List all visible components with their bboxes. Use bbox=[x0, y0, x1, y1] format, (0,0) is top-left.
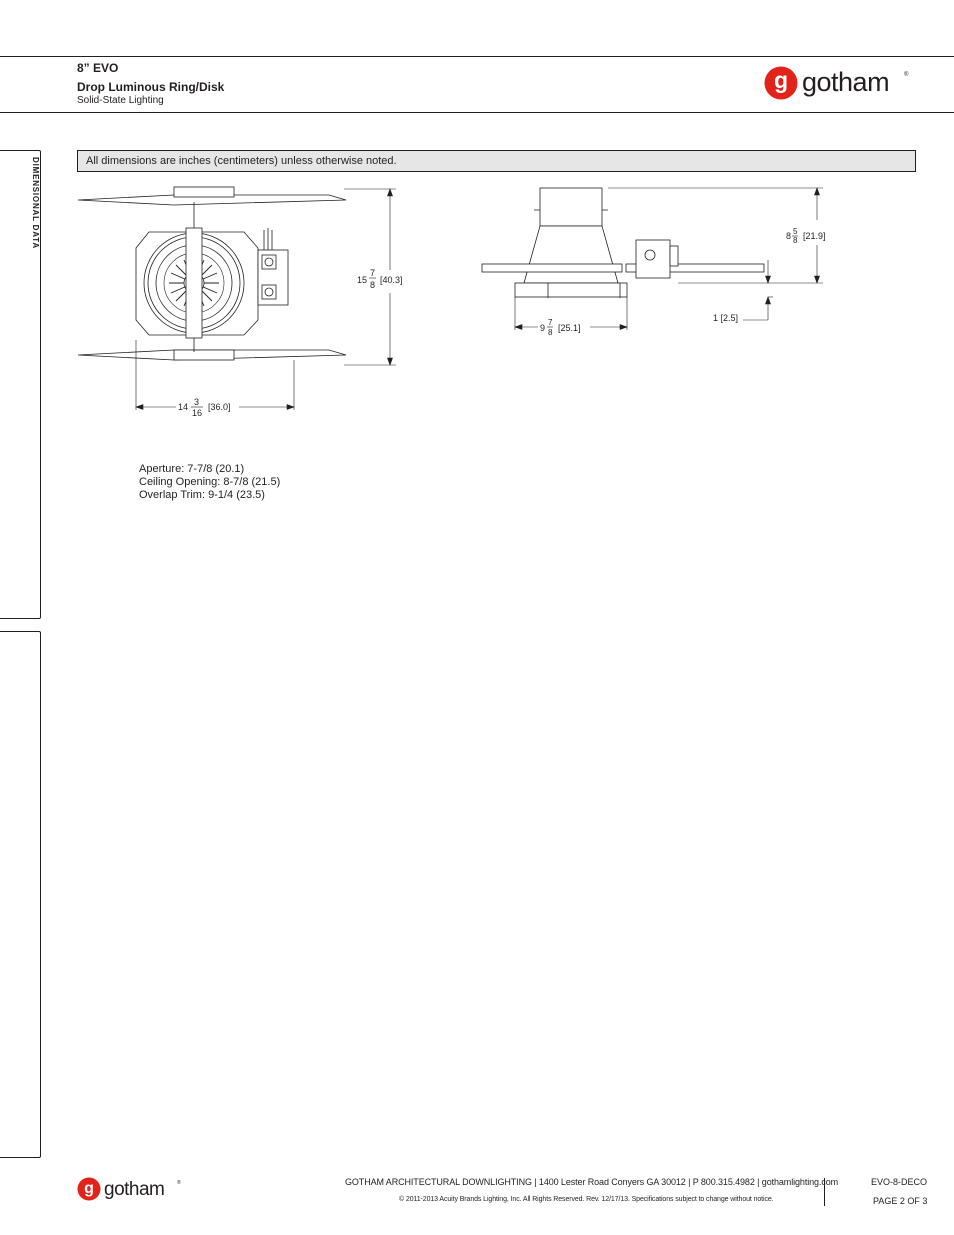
footer-gotham-logo-mark-icon bbox=[77, 1177, 187, 1203]
spec-overlap-trim: Overlap Trim: 9-1/4 (23.5) bbox=[139, 489, 265, 501]
footer-address: GOTHAM ARCHITECTURAL DOWNLIGHTING | 1400 Lester Road Conyers GA 30012 | P 800.315.4982 | gothamlighting.com bbox=[345, 1177, 839, 1187]
gotham-logo-text: gotham bbox=[802, 67, 890, 97]
product-category: Solid-State Lighting bbox=[77, 95, 164, 106]
elev-dia-num: 7 bbox=[548, 318, 553, 327]
header-top-rule bbox=[0, 56, 954, 57]
svg-text:®: ® bbox=[904, 72, 909, 78]
elev-height-den: 8 bbox=[793, 236, 798, 245]
gotham-logo-mark-icon bbox=[764, 66, 914, 102]
plan-height-cm: [40.3] bbox=[380, 275, 403, 285]
elev-height-whole: 8 bbox=[786, 231, 792, 241]
gotham-logo bbox=[764, 66, 914, 102]
plan-height-den: 8 bbox=[370, 280, 376, 290]
elev-dia-cm: [25.1] bbox=[558, 323, 581, 333]
elev-dia-den: 8 bbox=[548, 328, 553, 335]
header-bottom-rule bbox=[0, 112, 954, 113]
product-subtitle: Drop Luminous Ring/Disk bbox=[77, 80, 225, 94]
plan-view-drawing bbox=[74, 180, 419, 420]
spec-ceiling-opening: Ceiling Opening: 8-7/8 (21.5) bbox=[139, 476, 281, 488]
footer-gotham-logo-text: gotham bbox=[104, 1179, 165, 1200]
plan-width-whole: 14 bbox=[178, 402, 189, 412]
section-tab-label: DIMENSIONAL DATA bbox=[31, 157, 40, 249]
elev-dia-whole: 9 bbox=[540, 323, 546, 333]
footer-doc-code: EVO-8-DECO bbox=[871, 1177, 928, 1187]
plan-width-den: 16 bbox=[192, 408, 203, 418]
footer-divider bbox=[824, 1178, 825, 1206]
section-tab-empty bbox=[0, 631, 41, 1158]
footer-copyright: © 2011-2013 Acuity Brands Lighting, Inc. All Rights Reserved. Rev. 12/17/13. Specifications subject to change without notice. bbox=[399, 1196, 774, 1203]
footer-gotham-logo bbox=[77, 1177, 187, 1203]
plan-height-num: 7 bbox=[370, 268, 376, 278]
elevation-view-drawing bbox=[478, 180, 838, 335]
elev-height-cm: [21.9] bbox=[803, 231, 826, 241]
elev-flange-dim: 1 [2.5] bbox=[713, 313, 739, 323]
product-title: 8” EVO bbox=[77, 61, 119, 75]
plan-width-num: 3 bbox=[194, 397, 200, 407]
svg-text:®: ® bbox=[177, 1180, 181, 1186]
plan-width-cm: [36.0] bbox=[208, 402, 231, 412]
svg-text:g: g bbox=[84, 1180, 94, 1197]
dimension-note: All dimensions are inches (centimeters) unless otherwise noted. bbox=[77, 150, 916, 172]
svg-text:g: g bbox=[773, 67, 789, 93]
plan-height-whole: 15 bbox=[357, 275, 368, 285]
spec-list bbox=[139, 463, 280, 502]
footer-page-number: PAGE 2 OF 3 bbox=[873, 1196, 928, 1206]
elev-height-num: 5 bbox=[793, 227, 798, 236]
spec-aperture: Aperture: 7-7/8 (20.1) bbox=[139, 463, 245, 475]
